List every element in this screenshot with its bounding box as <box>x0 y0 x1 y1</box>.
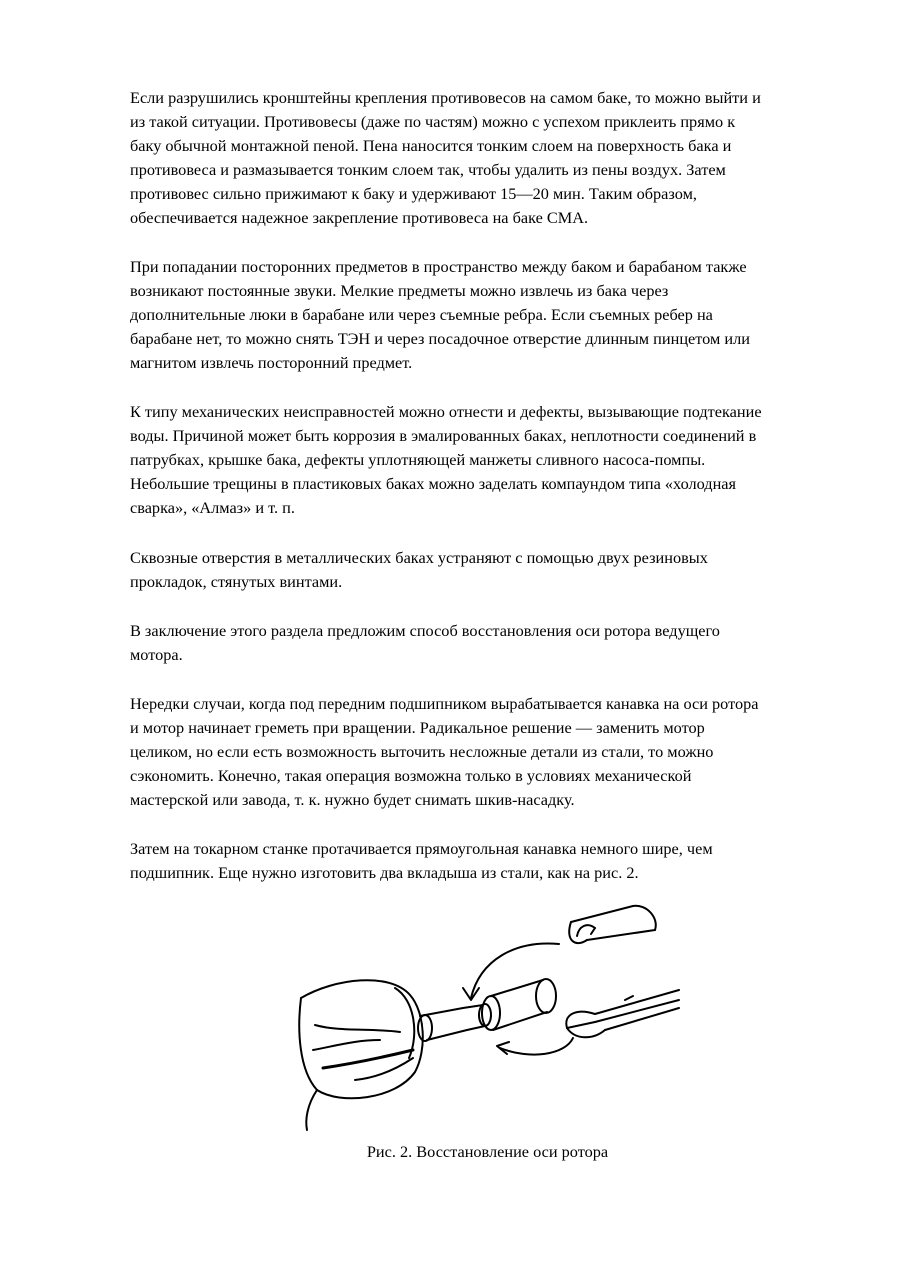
insert-bottom-drawing <box>566 990 679 1037</box>
text-line: воды. Причиной может быть коррозия в эмалированных баках, неплотности соединений в <box>130 426 757 445</box>
arrow-bottom-drawing <box>497 1038 573 1055</box>
text-line: подшипник. Еще нужно изготовить два вкладыша из стали, как на рис. 2. <box>130 863 639 882</box>
text-line: обеспечивается надежное закрепление противовеса на баке СМА. <box>130 208 589 227</box>
text-line: баку обычной монтажной пеной. Пена наносится тонким слоем на поверхность бака и <box>130 136 732 155</box>
text-line: возникают постоянные звуки. Мелкие предметы можно извлечь из бака через <box>130 281 669 300</box>
insert-top-drawing <box>569 906 656 943</box>
arrow-top-drawing <box>463 943 559 1000</box>
text-line: Затем на токарном станке протачивается прямоугольная канавка немного шире, чем <box>130 839 713 858</box>
paragraph-rotor-groove <box>130 692 850 812</box>
text-line: магнитом извлечь посторонний предмет. <box>130 353 413 372</box>
motor-housing-drawing <box>299 980 423 1130</box>
text-line: патрубках, крышке бака, дефекты уплотняющей манжеты сливного насоса-помпы. <box>130 450 706 469</box>
paragraph-water-leakage <box>130 400 850 520</box>
paragraph-foreign-objects <box>130 255 850 375</box>
text-line: Сквозные отверстия в металлических баках устраняют с помощью двух резиновых <box>130 548 708 567</box>
paragraph-section-conclusion <box>130 619 850 667</box>
rotor-shaft-drawing <box>418 996 500 1041</box>
text-line: В заключение этого раздела предложим способ восстановления оси ротора ведущего <box>130 621 720 640</box>
text-line: Нередки случаи, когда под передним подшипником вырабатывается канавка на оси ротора <box>130 694 759 713</box>
text-line: мастерской или завода, т. к. нужно будет снимать шкив-насадку. <box>130 790 575 809</box>
figure-caption: Рис. 2. Восстановление оси ротора <box>366 1142 609 1161</box>
paragraph-through-holes <box>130 546 850 594</box>
text-line: противовеса и размазывается тонким слоем так, чтобы удалить из пены воздух. Затем <box>130 160 726 179</box>
text-line: сварка», «Алмаз» и т. п. <box>130 498 295 517</box>
text-line: Небольшие трещины в пластиковых баках можно заделать компаундом типа «холодная <box>130 474 737 493</box>
text-line: противовес сильно прижимают к баку и удерживают 15—20 мин. Таким образом, <box>130 184 697 203</box>
rotor-axis-illustration <box>295 900 685 1135</box>
text-line: Если разрушились кронштейны крепления противовесов на самом баке, то можно выйти и <box>130 88 761 107</box>
text-line: и мотор начинает греметь при вращении. Радикальное решение — заменить мотор <box>130 718 705 737</box>
text-line: К типу механических неисправностей можно отнести и дефекты, вызывающие подтекание <box>130 402 762 421</box>
text-line: барабане нет, то можно снять ТЭН и через посадочное отверстие длинным пинцетом или <box>130 329 750 348</box>
text-line: сэкономить. Конечно, такая операция возможна только в условиях механической <box>130 766 692 785</box>
paragraph-lathe-groove <box>130 837 850 885</box>
text-line: прокладок, стянутых винтами. <box>130 572 343 591</box>
text-line: При попадании посторонних предметов в пространство между баком и барабаном также <box>130 257 747 276</box>
sleeve-drawing <box>491 979 556 1030</box>
paragraph-counterweight-repair <box>130 86 850 230</box>
text-line: из такой ситуации. Противовесы (даже по частям) можно с успехом приклеить прямо к <box>130 112 736 131</box>
text-line: дополнительные люки в барабане или через съемные ребра. Если съемных ребер на <box>130 305 713 324</box>
text-line: мотора. <box>130 645 183 664</box>
text-line: целиком, но если есть возможность выточить несложные детали из стали, то можно <box>130 742 714 761</box>
